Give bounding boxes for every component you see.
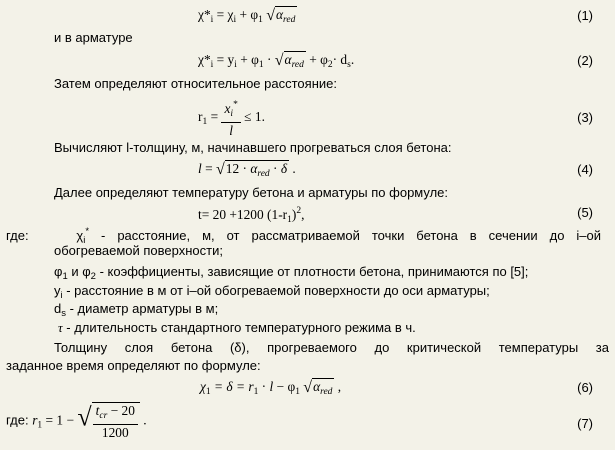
equation-7-number: (7) xyxy=(577,416,593,431)
equation-2-number: (2) xyxy=(577,53,593,68)
equation-6: $\chi_1 = \delta = r_1 \cdot l - \varphi_1$ $√\alpha_{red}$ , xyxy=(200,378,341,400)
equation-5: t= 20 +1200 $(1-r_1)^2$, xyxy=(198,206,305,225)
yi-definition: $y_i$ - расстояние в м от i–ой обогреваемой поверхности до оси арматуры; xyxy=(54,283,490,301)
equation-3: $r_1$ = $\frac{x_i^*}{l}$ ≤ 1. xyxy=(198,100,265,138)
equation-7: где: $r_1 = 1$ − √ $\frac{t_{cr} - 20}{1200}$ . xyxy=(6,402,147,441)
text-relative-distance: Затем определяют относительное расстояние: xyxy=(54,76,337,91)
equation-2: $\chi*_i = y_i + \varphi_1 \cdot √\alpha_{red} + \varphi_2\cdot d_s$. xyxy=(198,51,354,73)
text-temperature: Далее определяют температуру бетона и арматуры по формуле: xyxy=(54,185,449,200)
equation-4-number: (4) xyxy=(577,162,593,177)
text-thickness: Вычисляют l-толщину, м, начинавшего прогреваться слоя бетона: xyxy=(54,140,452,155)
equation-1-number: (1) xyxy=(577,8,593,23)
equation-1: $\chi*_i = \chi_i + \varphi_1$ $√\alpha_{red}$ xyxy=(198,6,297,28)
phi-definition: $\varphi_1$ и $\varphi_2$ - коэффициенты, зависящие от плотности бетона, принимаются по [5]; xyxy=(54,264,529,282)
equation-5-number: (5) xyxy=(577,205,593,220)
tau-definition: τ - длительность стандартного температурного режима в ч. xyxy=(58,320,416,335)
equation-6-number: (6) xyxy=(577,380,593,395)
where-chi-continuation: обогреваемой поверхности; xyxy=(54,243,223,258)
equation-3-number: (3) xyxy=(577,110,593,125)
text-and-reinforcement: и в арматуре xyxy=(54,30,133,45)
ds-definition: $d_s$ - диаметр арматуры в м; xyxy=(54,301,219,319)
paragraph-layer-line1: Толщину слоя бетона (δ), прогреваемого до критической температуры за xyxy=(54,340,609,355)
paragraph-layer-line2: заданное время определяют по формуле: xyxy=(6,358,261,373)
equation-4: $l = √12 \cdot \alpha_{red} \cdot \delta$ . xyxy=(198,160,296,182)
where-chi-definition: где: $\chi_i^*$ - расстояние, м, от рассматриваемой точки бетона в сечении до i–ой xyxy=(6,226,601,246)
